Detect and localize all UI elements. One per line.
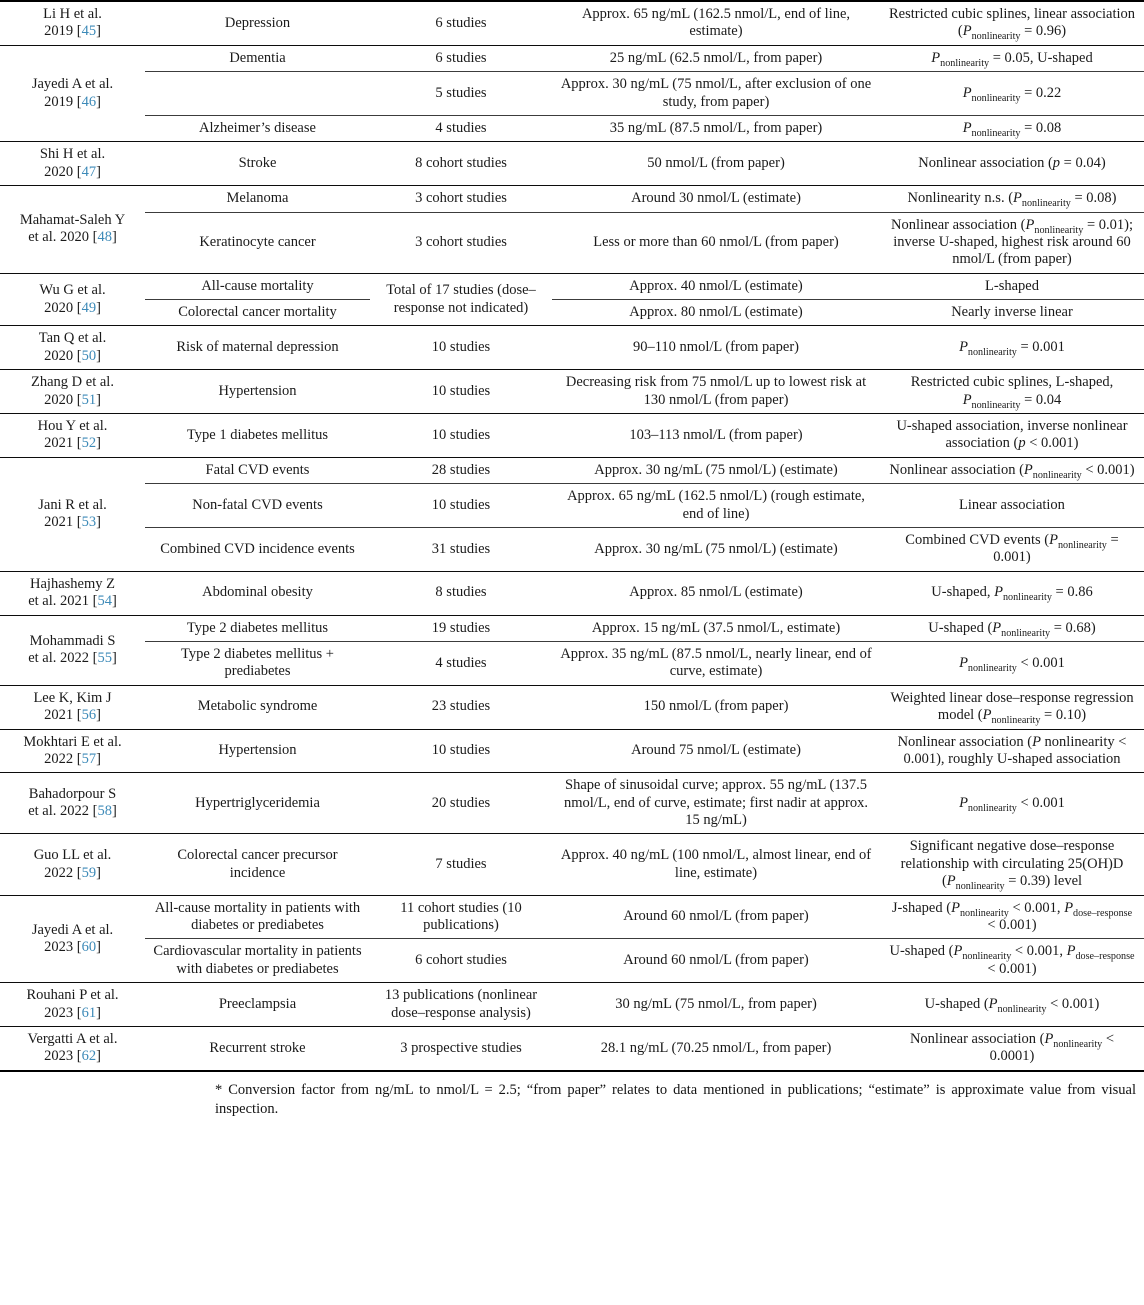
level-cell: 35 ng/mL (87.5 nmol/L, from paper) (552, 115, 880, 141)
table-row (0, 983, 1144, 1027)
reference-link[interactable]: 49 (81, 299, 97, 316)
association-cell: Nonlinear association $(P_{nonlinearity} < 0.0001)$ (880, 1026, 1144, 1070)
outcome-cell: Alzheimer’s disease (145, 115, 370, 141)
level-cell: Approx. 65 ng/mL (162.5 nmol/L, end of line, estimate) (552, 1, 880, 45)
level-cell: Less or more than 60 nmol/L (from paper) (552, 212, 880, 273)
outcome-cell: Preeclampsia (145, 983, 370, 1027)
study-cell: Zhang D et al. 2020 [51] (0, 370, 145, 414)
level-cell: Approx. 30 ng/mL (75 nmol/L) (estimate) (552, 527, 880, 571)
table-row (0, 773, 1144, 834)
outcome-cell: Dementia (145, 45, 370, 71)
association-cell: Restricted cubic splines, L-shaped, $P_{nonlinearity} = 0.04$ (880, 370, 1144, 414)
table-row (0, 615, 1144, 641)
association-cell: Nonlinear association (p = 0.04) (880, 142, 1144, 186)
studies-count-cell: 11 cohort studies (10 publications) (370, 895, 552, 939)
studies-count-cell: 6 studies (370, 1, 552, 45)
outcome-cell: Cardiovascular mortality in patients with diabetes or prediabetes (145, 939, 370, 983)
reference-link[interactable]: 46 (81, 93, 97, 110)
association-cell: $P_{nonlinearity} = 0.05$, U-shaped (880, 45, 1144, 71)
association-cell: U-shaped association, inverse nonlinear association (p < 0.001) (880, 414, 1144, 458)
level-cell: 50 nmol/L (from paper) (552, 142, 880, 186)
table-row (0, 300, 1144, 326)
table-body (0, 1, 1144, 1071)
study-cell: Mohammadi S et al. 2022 [55] (0, 615, 145, 685)
level-cell: Around 60 nmol/L (from paper) (552, 939, 880, 983)
studies-count-cell: 6 studies (370, 45, 552, 71)
studies-count-cell: 8 cohort studies (370, 142, 552, 186)
table-row (0, 115, 1144, 141)
association-cell: U-shaped, $P_{nonlinearity} = 0.86$ (880, 571, 1144, 615)
level-cell: Approx. 85 nmol/L (estimate) (552, 571, 880, 615)
outcome-cell: Combined CVD incidence events (145, 527, 370, 571)
level-cell: 30 ng/mL (75 nmol/L, from paper) (552, 983, 880, 1027)
level-cell: Around 75 nmol/L (estimate) (552, 729, 880, 773)
outcome-cell: Type 1 diabetes mellitus (145, 414, 370, 458)
outcome-cell: Depression (145, 1, 370, 45)
table-row (0, 641, 1144, 685)
studies-count-cell: Total of 17 studies (dose–response not indicated) (370, 273, 552, 326)
table-row (0, 212, 1144, 273)
association-cell: $P_{nonlinearity} < 0.001$ (880, 641, 1144, 685)
study-cell: Shi H et al. 2020 [47] (0, 142, 145, 186)
table-row (0, 1, 1144, 45)
table-row (0, 414, 1144, 458)
association-cell: Restricted cubic splines, linear association $(P_{nonlinearity} = 0.96)$ (880, 1, 1144, 45)
level-cell: Shape of sinusoidal curve; approx. 55 ng/mL (137.5 nmol/L, end of curve, estimate; first nadir at approx. 15 ng/mL) (552, 773, 880, 834)
association-cell: $P_{nonlinearity} < 0.001$ (880, 773, 1144, 834)
reference-link[interactable]: 58 (97, 803, 112, 820)
table-row (0, 142, 1144, 186)
outcome-cell: Hypertension (145, 370, 370, 414)
study-cell: Bahadorpour S et al. 2022 [58] (0, 773, 145, 834)
association-cell: Nonlinear association (P nonlinearity < 0.001), roughly U-shaped association (880, 729, 1144, 773)
outcome-cell: Hypertriglyceridemia (145, 773, 370, 834)
reference-link[interactable]: 52 (81, 435, 97, 452)
table-row (0, 685, 1144, 729)
table-row (0, 45, 1144, 71)
reference-link[interactable]: 56 (81, 707, 97, 724)
reference-link[interactable]: 47 (81, 163, 97, 180)
association-cell: U-shaped $(P_{nonlinearity} < 0.001)$ (880, 983, 1144, 1027)
studies-count-cell: 20 studies (370, 773, 552, 834)
level-cell: 150 nmol/L (from paper) (552, 685, 880, 729)
association-cell: U-shaped ($P_{nonlinearity} < 0.001$, $P_{dose-response} < 0.001$) (880, 939, 1144, 983)
outcome-cell: Fatal CVD events (145, 457, 370, 483)
outcome-cell: Melanoma (145, 186, 370, 212)
outcome-cell: Keratinocyte cancer (145, 212, 370, 273)
table-row (0, 895, 1144, 939)
association-cell: U-shaped $(P_{nonlinearity} = 0.68)$ (880, 615, 1144, 641)
reference-link[interactable]: 55 (97, 650, 112, 667)
table-row (0, 729, 1144, 773)
study-cell: Vergatti A et al. 2023 [62] (0, 1026, 145, 1070)
table-row (0, 939, 1144, 983)
association-cell: $P_{nonlinearity} = 0.001$ (880, 326, 1144, 370)
table-footnote: * Conversion factor from ng/mL to nmol/L = 2.5; “from paper” relates to data mentioned in publications; “estimate” is approximate value from visual inspection. (215, 1081, 1136, 1118)
outcome-cell: All-cause mortality in patients with diabetes or prediabetes (145, 895, 370, 939)
study-cell: Li H et al. 2019 [45] (0, 1, 145, 45)
association-cell: $P_{nonlinearity} = 0.08$ (880, 115, 1144, 141)
study-cell: Mahamat-Saleh Y et al. 2020 [48] (0, 186, 145, 274)
table-row (0, 1026, 1144, 1070)
level-cell: 28.1 ng/mL (70.25 nmol/L, from paper) (552, 1026, 880, 1070)
association-cell: L-shaped (880, 273, 1144, 299)
level-cell: Around 30 nmol/L (estimate) (552, 186, 880, 212)
reference-link[interactable]: 61 (81, 1004, 97, 1021)
table-row (0, 370, 1144, 414)
association-cell: Linear association (880, 484, 1144, 528)
association-cell: Weighted linear dose–response regression model $(P_{nonlinearity} = 0.10)$ (880, 685, 1144, 729)
level-cell: 90–110 nmol/L (from paper) (552, 326, 880, 370)
study-cell: Mokhtari E et al. 2022 [57] (0, 729, 145, 773)
studies-count-cell: 10 studies (370, 370, 552, 414)
table-row (0, 571, 1144, 615)
studies-count-cell: 4 studies (370, 115, 552, 141)
outcome-cell: Type 2 diabetes mellitus + prediabetes (145, 641, 370, 685)
studies-count-cell: 5 studies (370, 72, 552, 116)
level-cell: Approx. 30 ng/mL (75 nmol/L, after exclusion of one study, from paper) (552, 72, 880, 116)
table-row (0, 484, 1144, 528)
reference-link[interactable]: 48 (97, 229, 112, 246)
outcome-cell: Stroke (145, 142, 370, 186)
reference-link[interactable]: 51 (81, 391, 97, 408)
level-cell: 103–113 nmol/L (from paper) (552, 414, 880, 458)
studies-count-cell: 31 studies (370, 527, 552, 571)
reference-link[interactable]: 57 (81, 750, 97, 767)
outcome-cell: All-cause mortality (145, 273, 370, 299)
level-cell: Approx. 65 ng/mL (162.5 nmol/L) (rough estimate, end of line) (552, 484, 880, 528)
studies-count-cell: 10 studies (370, 484, 552, 528)
studies-count-cell: 10 studies (370, 326, 552, 370)
table-row (0, 527, 1144, 571)
study-cell: Jayedi A et al. 2023 [60] (0, 895, 145, 983)
studies-count-cell: 4 studies (370, 641, 552, 685)
association-cell: Combined CVD events $(P_{nonlinearity} = 0.001)$ (880, 527, 1144, 571)
studies-count-cell: 3 prospective studies (370, 1026, 552, 1070)
outcome-cell: Colorectal cancer precursor incidence (145, 834, 370, 895)
table-row (0, 457, 1144, 483)
reference-link[interactable]: 54 (97, 593, 112, 610)
level-cell: Approx. 30 ng/mL (75 nmol/L) (estimate) (552, 457, 880, 483)
level-cell: Approx. 35 ng/mL (87.5 nmol/L, nearly linear, end of curve, estimate) (552, 641, 880, 685)
studies-count-cell: 10 studies (370, 729, 552, 773)
study-cell: Jayedi A et al. 2019 [46] (0, 45, 145, 142)
association-cell: Nearly inverse linear (880, 300, 1144, 326)
outcome-cell: Type 2 diabetes mellitus (145, 615, 370, 641)
reference-link[interactable]: 62 (81, 1048, 97, 1065)
studies-count-cell: 19 studies (370, 615, 552, 641)
outcome-cell: Non-fatal CVD events (145, 484, 370, 528)
studies-count-cell: 28 studies (370, 457, 552, 483)
table-row (0, 273, 1144, 299)
outcome-cell: Colorectal cancer mortality (145, 300, 370, 326)
study-cell: Lee K, Kim J 2021 [56] (0, 685, 145, 729)
table-row (0, 834, 1144, 895)
table-row (0, 186, 1144, 212)
study-cell: Hou Y et al. 2021 [52] (0, 414, 145, 458)
study-cell: Tan Q et al. 2020 [50] (0, 326, 145, 370)
association-cell: J-shaped ($P_{nonlinearity} < 0.001$, $P_{dose-response} < 0.001$) (880, 895, 1144, 939)
reference-link[interactable]: 50 (81, 347, 97, 364)
reference-link[interactable]: 45 (81, 23, 97, 40)
association-cell: $P_{nonlinearity} = 0.22$ (880, 72, 1144, 116)
studies-count-cell: 3 cohort studies (370, 212, 552, 273)
studies-count-cell: 3 cohort studies (370, 186, 552, 212)
association-cell: Nonlinear association $(P_{nonlinearity} < 0.001)$ (880, 457, 1144, 483)
level-cell: Approx. 80 nmol/L (estimate) (552, 300, 880, 326)
level-cell: Approx. 40 ng/mL (100 nmol/L, almost linear, end of line, estimate) (552, 834, 880, 895)
study-cell: Hajhashemy Z et al. 2021 [54] (0, 571, 145, 615)
study-cell: Rouhani P et al. 2023 [61] (0, 983, 145, 1027)
level-cell: Approx. 15 ng/mL (37.5 nmol/L, estimate) (552, 615, 880, 641)
association-cell: Nonlinear association $(P_{nonlinearity} = 0.01)$; inverse U-shaped, highest risk around 60 nmol/L (from paper) (880, 212, 1144, 273)
outcome-cell: Metabolic syndrome (145, 685, 370, 729)
table-row (0, 326, 1144, 370)
reference-link[interactable]: 59 (81, 864, 97, 881)
studies-count-cell: 7 studies (370, 834, 552, 895)
study-cell: Guo LL et al. 2022 [59] (0, 834, 145, 895)
studies-count-cell: 13 publications (nonlinear dose–response analysis) (370, 983, 552, 1027)
outcome-cell: Abdominal obesity (145, 571, 370, 615)
outcome-cell (145, 72, 370, 116)
association-cell: Significant negative dose–response relationship with circulating 25(OH)D $(P_{nonlinearity} = 0.39)$ level (880, 834, 1144, 895)
reference-link[interactable]: 53 (81, 514, 97, 531)
level-cell: Decreasing risk from 75 nmol/L up to lowest risk at 130 nmol/L (from paper) (552, 370, 880, 414)
level-cell: Around 60 nmol/L (from paper) (552, 895, 880, 939)
study-cell: Wu G et al. 2020 [49] (0, 273, 145, 326)
outcome-cell: Recurrent stroke (145, 1026, 370, 1070)
studies-count-cell: 23 studies (370, 685, 552, 729)
studies-count-cell: 6 cohort studies (370, 939, 552, 983)
outcome-cell: Risk of maternal depression (145, 326, 370, 370)
reference-link[interactable]: 60 (81, 938, 97, 955)
association-cell: Nonlinearity n.s. $(P_{nonlinearity} = 0.08)$ (880, 186, 1144, 212)
level-cell: 25 ng/mL (62.5 nmol/L, from paper) (552, 45, 880, 71)
outcome-cell: Hypertension (145, 729, 370, 773)
studies-count-cell: 10 studies (370, 414, 552, 458)
studies-count-cell: 8 studies (370, 571, 552, 615)
study-cell: Jani R et al. 2021 [53] (0, 457, 145, 571)
level-cell: Approx. 40 nmol/L (estimate) (552, 273, 880, 299)
table-row (0, 72, 1144, 116)
